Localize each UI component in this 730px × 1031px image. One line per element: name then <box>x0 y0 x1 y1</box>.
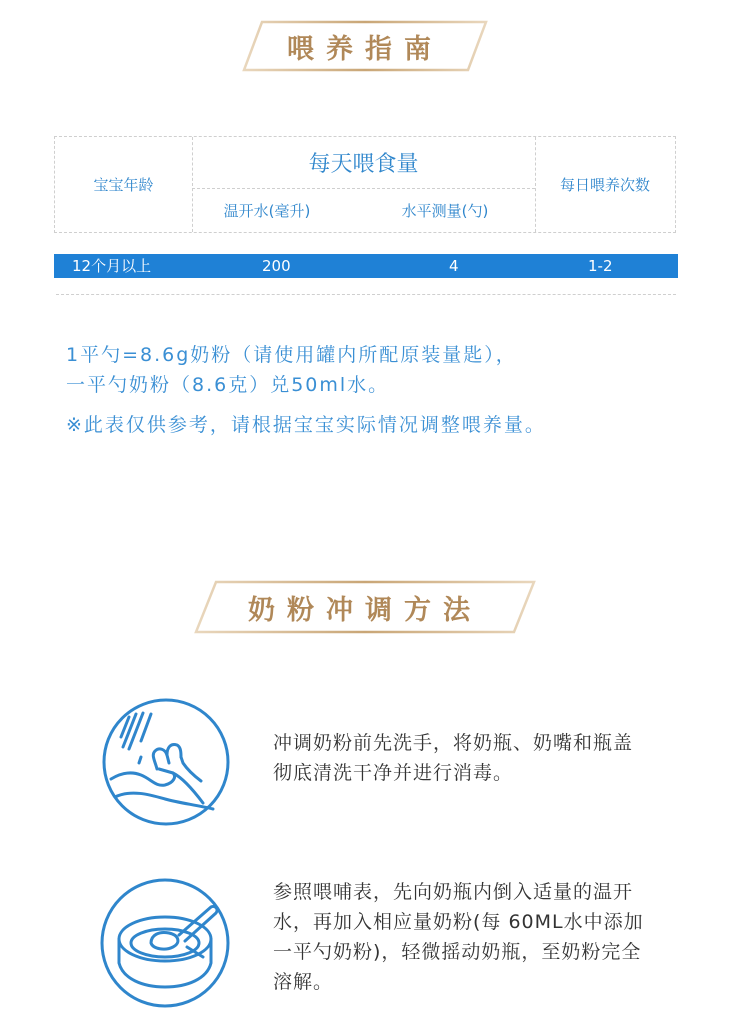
header-times: 每日喂养次数 <box>559 176 650 194</box>
header-water: 温开水(毫升) <box>223 201 311 220</box>
hand-wash-icon <box>101 697 231 831</box>
step-2-text: 参照喂哺表，先向奶瓶内倒入适量的温开水，再加入相应量奶粉(每 60ML水中添加一平勺奶粉)，轻微摇动奶瓶，至奶粉完全溶解。 <box>273 881 644 993</box>
header-scoop: 水平测量(勺) <box>401 201 489 220</box>
row-scoop: 4 <box>449 257 459 275</box>
note-line-1: 1平勺=8.6g奶粉（请使用罐内所配原装量匙）， <box>66 344 517 366</box>
feeding-guide-title: 喂养指南 <box>287 33 443 65</box>
feeding-table <box>54 136 676 233</box>
header-age: 宝宝年龄 <box>93 176 154 194</box>
header-daily-amount: 每天喂食量 <box>308 152 419 177</box>
preparation-banner <box>192 578 538 636</box>
row-age: 12个月以上 <box>72 257 152 275</box>
table-row <box>54 254 678 278</box>
row-water: 200 <box>262 257 291 275</box>
preparation-title: 奶粉冲调方法 <box>248 594 482 626</box>
powder-scoop-icon <box>99 877 231 1013</box>
row-times: 1-2 <box>588 257 613 275</box>
divider <box>56 294 676 295</box>
feeding-guide-banner <box>240 18 490 74</box>
note-line-3: ※此表仅供参考，请根据宝宝实际情况调整喂养量。 <box>66 414 546 436</box>
step-1-text: 冲调奶粉前先洗手，将奶瓶、奶嘴和瓶盖彻底清洗干净并进行消毒。 <box>273 732 634 784</box>
note-line-2: 一平勺奶粉（8.6克）兑50ml水。 <box>66 374 390 396</box>
